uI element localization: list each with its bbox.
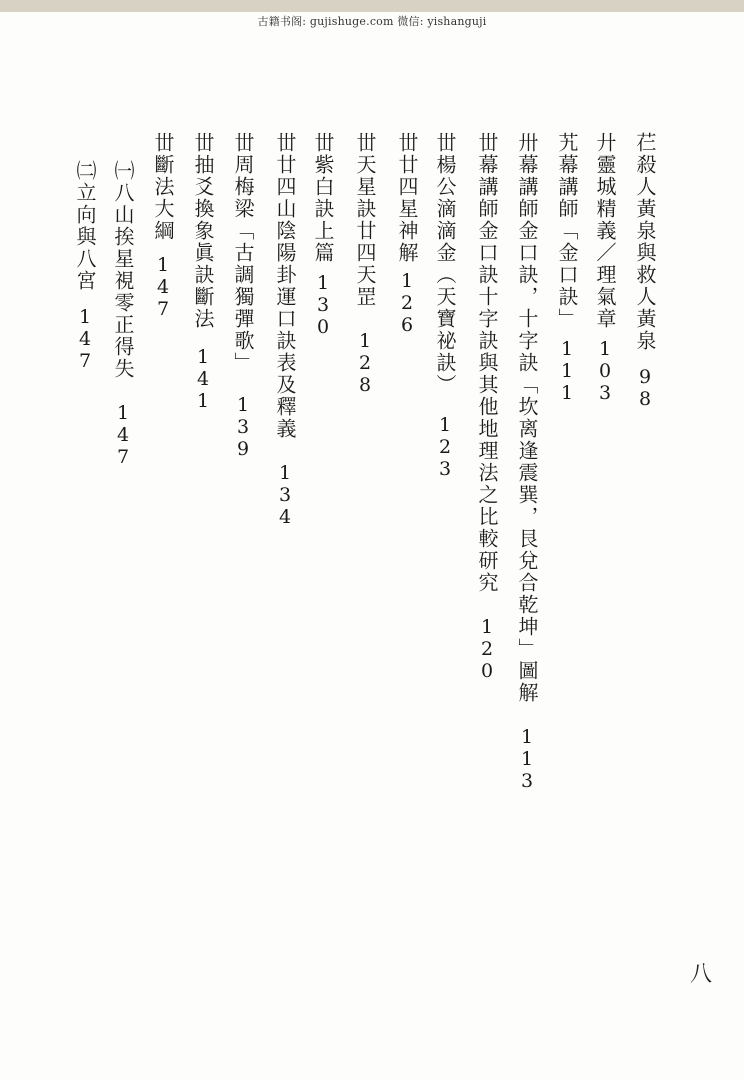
toc-page: 113 (516, 726, 538, 792)
toc-title: 丗廿四山陰陽卦運口訣表及釋義 (273, 132, 297, 440)
toc-entry (148, 132, 178, 320)
toc-entry (108, 160, 138, 468)
toc-entry (472, 132, 502, 682)
toc-title: 丗廿四星神解 (395, 132, 419, 264)
toc-page: 147 (152, 254, 174, 320)
toc-page: 134 (274, 462, 296, 528)
top-border-band (0, 0, 744, 12)
toc-title: 卅幕講師金口訣，十字訣「坎离逢震巽，艮兌合乾坤」圖解 (515, 132, 539, 704)
toc-entry (430, 132, 460, 480)
toc-title: 丗抽爻換象眞訣斷法 (191, 132, 215, 330)
toc-page: 111 (556, 338, 578, 404)
toc-title: 丗紫白訣上篇 (311, 132, 335, 264)
toc-entry (512, 132, 542, 792)
toc-entry (70, 160, 100, 372)
toc-title: 丗周梅梁「古調獨彈歌」 (231, 132, 255, 374)
toc-page: 103 (594, 338, 616, 404)
toc-entry (308, 132, 338, 338)
toc-page: 128 (354, 330, 376, 396)
toc-entry (228, 132, 258, 460)
toc-entry (392, 132, 422, 336)
toc-page: 98 (634, 366, 656, 410)
toc-entry (590, 132, 620, 404)
toc-title: ㈠八山挨星視零正得失 (111, 160, 135, 380)
toc-entry (270, 132, 300, 528)
toc-title: 廾靈城精義／理氣章 (593, 132, 617, 330)
toc-entry (188, 132, 218, 412)
toc-page: 123 (434, 414, 456, 480)
toc-entry (350, 132, 380, 396)
toc-entry (552, 132, 582, 404)
toc-page: 126 (396, 270, 418, 336)
toc-page: 147 (74, 306, 96, 372)
page-number: 八 (690, 962, 713, 987)
toc-page: 141 (192, 346, 214, 412)
site-watermark: 古籍书阁: gujishuge.com 微信: yishanguji (257, 15, 487, 28)
toc-entry (630, 132, 660, 410)
toc-title: 丗幕講師金口訣十字訣與其他地理法之比較研究 (475, 132, 499, 594)
toc-title: 丗楊公滴滴金（天寶祕訣） (433, 132, 457, 396)
toc-title: 芢殺人黃泉與救人黃泉 (633, 132, 657, 352)
toc-page: 130 (312, 272, 334, 338)
toc-page: 120 (476, 616, 498, 682)
toc-page: 147 (112, 402, 134, 468)
toc-title: 丗斷法大綱 (151, 132, 175, 242)
toc-title: 丗天星訣廿四天罡 (353, 132, 377, 308)
toc-title: ㈡立向與八宮 (73, 160, 97, 292)
toc-page: 139 (232, 394, 254, 460)
toc-title: 艽幕講師「金口訣」 (555, 132, 579, 330)
